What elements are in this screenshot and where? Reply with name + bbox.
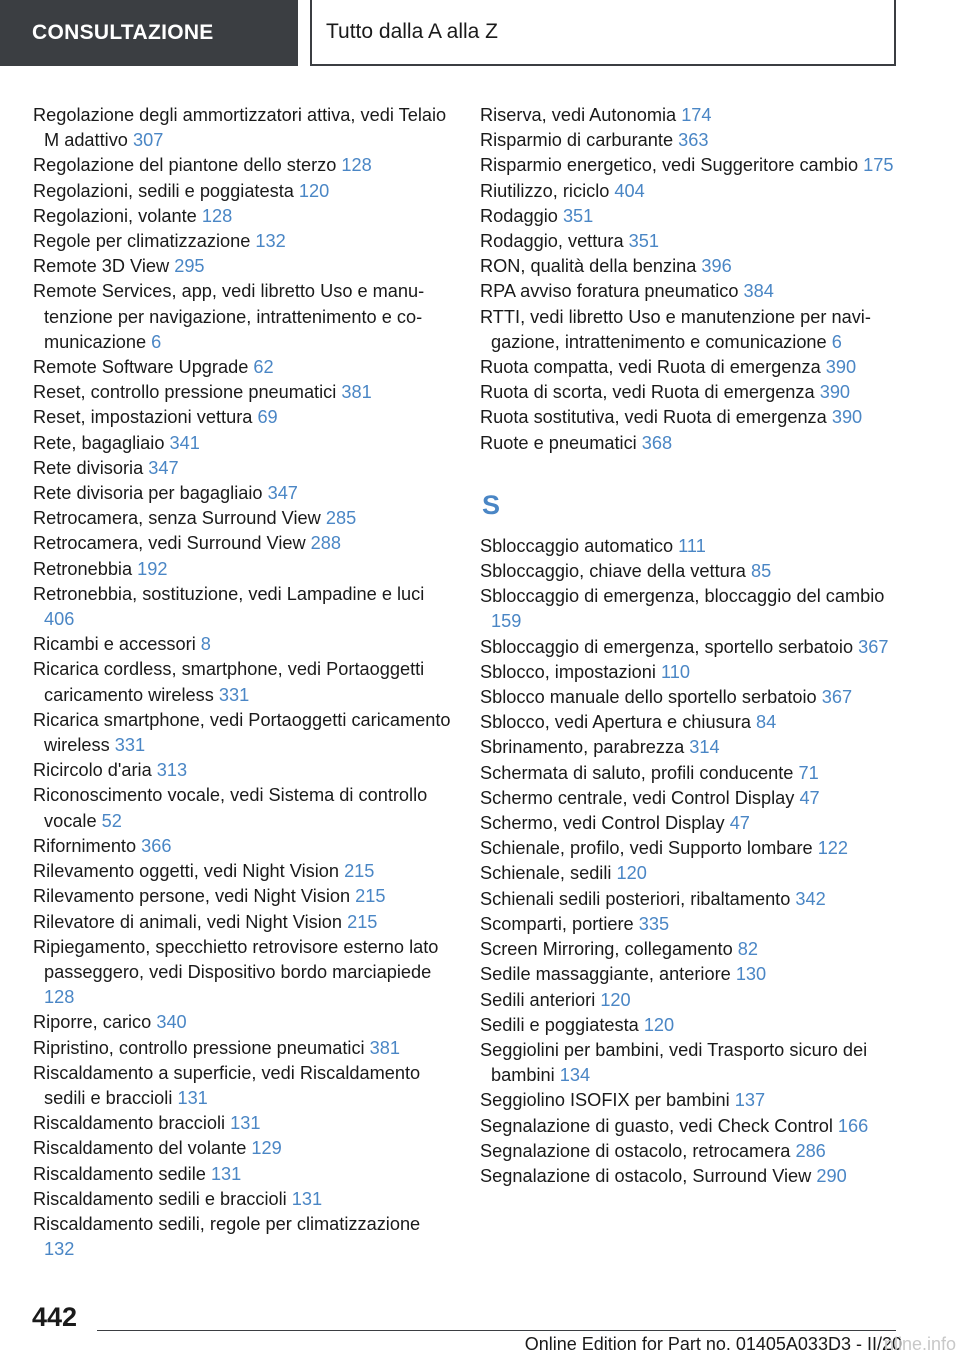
index-entry xyxy=(480,1114,900,1139)
index-term: Sblocco manuale dello sportello serbatoio xyxy=(480,687,817,708)
page-reference-link[interactable]: 159 xyxy=(491,611,522,632)
index-entry xyxy=(480,305,900,355)
index-term: Schermo centrale, vedi Control Display xyxy=(480,787,795,808)
page-reference-link[interactable]: 6 xyxy=(831,331,842,352)
index-term: Ricarica smartphone, vedi Portaoggetti caricamento wireless xyxy=(33,709,451,756)
index-entry xyxy=(480,1088,900,1113)
section-tab xyxy=(0,0,298,66)
page-reference-link[interactable]: 47 xyxy=(729,813,750,834)
page-reference-link[interactable]: 313 xyxy=(156,760,188,781)
page-reference-link[interactable]: 331 xyxy=(114,735,146,756)
index-entry xyxy=(33,582,451,632)
index-term: RPA avviso foratura pneumatico xyxy=(480,281,739,302)
page-reference-link[interactable]: 366 xyxy=(141,835,172,856)
index-term: Reset, controllo pressione pneumatici xyxy=(33,382,337,403)
page-reference-link[interactable]: 314 xyxy=(689,737,720,758)
page-reference-link[interactable]: 84 xyxy=(756,712,777,733)
index-term: Rilevamento persone, vedi Night Vision xyxy=(33,886,351,907)
index-term: Ruota sostitutiva, vedi Ruota di emergenza xyxy=(480,407,827,428)
index-entry xyxy=(33,1162,451,1187)
index-term: Regolazione del piantone dello sterzo xyxy=(33,155,337,176)
index-entry xyxy=(33,103,451,153)
index-term: Risparmio energetico, vedi Suggeritore cambio xyxy=(480,155,859,176)
page-reference-link[interactable]: 129 xyxy=(251,1138,282,1159)
footer-rule xyxy=(97,1330,896,1331)
index-term: Seggiolini per bambini, vedi Trasporto sicuro dei bambini xyxy=(480,1039,868,1086)
index-entry xyxy=(33,1036,451,1061)
index-entry xyxy=(33,355,451,380)
index-term: RTTI, vedi libretto Uso e manutenzione per navigazione, intrattenimento e comunicazione xyxy=(480,306,871,352)
index-term: Regolazioni, volante xyxy=(33,205,197,226)
index-entry xyxy=(480,355,900,380)
page-reference-link[interactable]: 71 xyxy=(798,762,819,783)
index-entry xyxy=(33,935,451,1011)
page-reference-link[interactable]: 192 xyxy=(137,558,168,579)
page-reference-link[interactable]: 131 xyxy=(210,1163,242,1184)
index-term: Rilevatore di animali, vedi Night Vision xyxy=(33,911,343,932)
index-entry xyxy=(33,405,451,430)
index-entry xyxy=(480,912,900,937)
index-term: Retrocamera, vedi Surround View xyxy=(33,533,306,554)
page-reference-link[interactable]: 351 xyxy=(628,231,659,252)
page-reference-link[interactable]: 368 xyxy=(641,432,673,453)
index-entry xyxy=(33,456,451,481)
index-term: Ricambi e accessori xyxy=(33,634,196,655)
index-entry xyxy=(33,1212,451,1262)
page-reference-link[interactable]: 122 xyxy=(817,838,849,859)
page-reference-link[interactable]: 340 xyxy=(156,1012,187,1033)
index-entry xyxy=(33,1111,451,1136)
page-reference-link[interactable]: 52 xyxy=(101,810,122,831)
index-entry xyxy=(33,380,451,405)
index-entry xyxy=(33,229,451,254)
page-reference-link[interactable]: 286 xyxy=(795,1140,826,1161)
page-reference-link[interactable]: 111 xyxy=(678,535,706,556)
index-term: Riscaldamento braccioli xyxy=(33,1113,226,1134)
index-entry xyxy=(480,937,900,962)
index-entry xyxy=(480,584,900,634)
index-term: Riserva, vedi Autonomia xyxy=(480,105,677,125)
index-term: Schermata di saluto, profili conducente xyxy=(480,762,794,783)
index-term: Sbloccaggio di emergenza, bloccaggio del cambio xyxy=(480,586,885,607)
index-entry xyxy=(480,254,900,279)
index-entry xyxy=(480,405,900,430)
page-reference-link[interactable]: 367 xyxy=(821,687,853,708)
page-reference-link[interactable]: 134 xyxy=(559,1065,591,1086)
page-reference-link[interactable]: 295 xyxy=(174,256,205,277)
page-reference-link[interactable]: 130 xyxy=(735,964,767,985)
index-entry xyxy=(33,1010,451,1035)
section-spacer xyxy=(480,456,900,479)
index-term: Riscaldamento sedili e braccioli xyxy=(33,1188,287,1209)
index-term: Ripiegamento, specchietto retrovisore esterno lato passeggero, vedi Dispositivo bordo marciapiede xyxy=(33,936,439,982)
index-term: Segnalazione di guasto, vedi Check Control xyxy=(480,1115,833,1136)
page-reference-link[interactable]: 351 xyxy=(562,205,594,226)
index-entry xyxy=(480,1164,900,1189)
page-reference-link[interactable]: 110 xyxy=(660,661,690,682)
index-entry xyxy=(480,204,900,229)
index-term: Schienale, sedili xyxy=(480,863,612,884)
index-term: Rodaggio xyxy=(480,205,558,226)
page-reference-link[interactable]: 166 xyxy=(837,1115,869,1136)
page-reference-link[interactable]: 132 xyxy=(255,231,286,252)
page-reference-link[interactable]: 342 xyxy=(795,888,826,909)
index-term: Ruota di scorta, vedi Ruota di emergenza xyxy=(480,382,815,403)
page-reference-link[interactable]: 132 xyxy=(44,1239,75,1260)
page-reference-link[interactable]: 131 xyxy=(177,1087,208,1108)
index-entry xyxy=(33,859,451,884)
index-group-s xyxy=(480,534,900,1189)
page-reference-link[interactable]: 406 xyxy=(44,609,75,630)
index-column-left xyxy=(33,103,451,1262)
page-reference-link[interactable]: 128 xyxy=(44,987,75,1008)
page-title: Tutto dalla A alla Z xyxy=(326,20,498,43)
index-term: Riscaldamento sedili, regole per climatizzazione xyxy=(33,1213,421,1234)
index-entry xyxy=(33,910,451,935)
index-entry xyxy=(33,481,451,506)
page-reference-link[interactable]: 384 xyxy=(743,281,774,302)
index-term: Reset, impostazioni vettura xyxy=(33,407,253,428)
index-term: Rete divisoria per bagagliaio xyxy=(33,483,263,504)
index-term: Seggiolino ISOFIX per bambini xyxy=(480,1090,730,1111)
index-term: Sbloccaggio, chiave della vettura xyxy=(480,561,746,582)
index-term: Sbrinamento, parabrezza xyxy=(480,737,685,758)
page-reference-link[interactable]: 288 xyxy=(310,533,342,554)
index-entry xyxy=(33,557,451,582)
index-entry xyxy=(33,884,451,909)
index-term: Sedili anteriori xyxy=(480,989,596,1010)
index-entry xyxy=(480,887,900,912)
index-term: Retronebbia, sostituzione, vedi Lampadine e luci xyxy=(33,583,425,604)
index-entry xyxy=(480,103,900,128)
index-term: Regole per climatizzazione xyxy=(33,231,251,252)
page-reference-link[interactable]: 85 xyxy=(750,561,772,582)
index-term: Retronebbia xyxy=(33,558,133,579)
page-reference-link[interactable]: 47 xyxy=(799,787,820,808)
page-reference-link[interactable]: 307 xyxy=(132,130,164,151)
index-entry xyxy=(480,836,900,861)
index-entry xyxy=(480,1139,900,1164)
index-entry xyxy=(480,861,900,886)
index-term: Regolazione degli ammortizzatori attiva, vedi Telaio M adattivo xyxy=(33,105,447,151)
page-reference-link[interactable]: 69 xyxy=(257,407,278,428)
page-reference-link[interactable]: 381 xyxy=(369,1037,400,1058)
index-entry xyxy=(33,1136,451,1161)
page-number: 442 xyxy=(32,1302,78,1332)
index-entry xyxy=(33,758,451,783)
index-entry xyxy=(480,179,900,204)
index-entry xyxy=(480,962,900,987)
index-entry xyxy=(33,179,451,204)
index-term: Ricarica cordless, smartphone, vedi Portaoggetti caricamento wireless xyxy=(33,659,425,705)
index-entry xyxy=(33,632,451,657)
page-reference-link[interactable]: 62 xyxy=(253,357,274,378)
index-entry xyxy=(480,735,900,760)
page-reference-link[interactable]: 331 xyxy=(218,684,250,705)
index-entry xyxy=(33,1187,451,1212)
page-reference-link[interactable]: 120 xyxy=(616,863,647,884)
page-reference-link[interactable]: 390 xyxy=(825,357,857,378)
page-reference-link[interactable]: 6 xyxy=(151,331,162,352)
index-term: Retrocamera, senza Surround View xyxy=(33,508,321,529)
index-term: Ricircolo d'aria xyxy=(33,760,152,781)
index-entry xyxy=(480,431,900,456)
index-entry xyxy=(33,834,451,859)
page-reference-link[interactable]: 215 xyxy=(347,911,378,932)
index-entry xyxy=(480,988,900,1013)
page-reference-link[interactable]: 120 xyxy=(643,1014,675,1035)
index-term: Sedili e poggiatesta xyxy=(480,1014,639,1035)
page-reference-link[interactable]: 396 xyxy=(701,256,732,277)
index-entry xyxy=(480,229,900,254)
index-term: Segnalazione di ostacolo, Surround View xyxy=(480,1165,812,1186)
page-reference-link[interactable]: 335 xyxy=(638,913,670,934)
footer-edition-text: Online Edition for Part no. 01405A033D3 - II/20 xyxy=(524,1334,902,1354)
page-reference-link[interactable]: 404 xyxy=(614,180,645,201)
index-entry xyxy=(480,1013,900,1038)
index-group-r xyxy=(480,103,900,456)
index-term: Ruota compatta, vedi Ruota di emergenza xyxy=(480,357,821,378)
section-label: CONSULTAZIONE xyxy=(32,21,214,44)
page-reference-link[interactable]: 82 xyxy=(737,939,759,960)
page-reference-link[interactable]: 390 xyxy=(819,382,851,403)
page-reference-link[interactable]: 131 xyxy=(291,1188,323,1209)
index-term: Rete divisoria xyxy=(33,457,144,478)
index-term: Riscaldamento del volante xyxy=(33,1138,247,1159)
page-reference-link[interactable]: 137 xyxy=(734,1090,766,1111)
index-term: Remote Software Upgrade xyxy=(33,357,249,378)
page-reference-link[interactable]: 290 xyxy=(816,1165,847,1186)
index-entry xyxy=(33,254,451,279)
index-entry xyxy=(480,153,900,178)
index-term: Ripristino, controllo pressione pneumatici xyxy=(33,1037,365,1058)
index-term: Schienale, profilo, vedi Supporto lombare xyxy=(480,838,813,859)
index-term: Rifornimento xyxy=(33,835,137,856)
index-term: Remote Services, app, vedi libretto Uso e manutenzione per navigazione, intrattenimento e comunicazione xyxy=(33,281,425,352)
page-reference-link[interactable]: 8 xyxy=(200,634,211,655)
index-term: Sbloccaggio automatico xyxy=(480,535,674,556)
page-reference-link[interactable]: 120 xyxy=(600,989,631,1010)
index-entry xyxy=(33,506,451,531)
index-entry xyxy=(480,685,900,710)
index-column-right xyxy=(480,103,900,1189)
page-reference-link[interactable]: 215 xyxy=(344,861,375,882)
index-entry xyxy=(33,708,451,758)
watermark-text: nline.info xyxy=(883,1334,956,1354)
page-reference-link[interactable]: 367 xyxy=(858,636,889,657)
index-term: Schienali sedili posteriori, ribaltamento xyxy=(480,888,791,909)
page-reference-link[interactable]: 215 xyxy=(355,886,386,907)
index-entry xyxy=(480,811,900,836)
index-term: Segnalazione di ostacolo, retrocamera xyxy=(480,1140,791,1161)
index-term: Sblocco, impostazioni xyxy=(480,661,656,682)
page-reference-link[interactable]: 120 xyxy=(298,180,330,201)
page-reference-link[interactable]: 381 xyxy=(341,382,372,403)
header-title-box xyxy=(310,0,896,66)
index-entry xyxy=(33,1061,451,1111)
index-term: Riporre, carico xyxy=(33,1012,152,1033)
index-entry xyxy=(33,531,451,556)
index-entry xyxy=(33,783,451,833)
index-entry xyxy=(480,380,900,405)
index-term: Riscaldamento sedile xyxy=(33,1163,206,1184)
index-term: Rodaggio, vettura xyxy=(480,231,624,252)
index-term: Risparmio di carburante xyxy=(480,130,674,151)
index-entry xyxy=(33,657,451,707)
index-term: Sblocco, vedi Apertura e chiusura xyxy=(480,712,751,733)
page-reference-link[interactable]: 341 xyxy=(169,432,200,453)
page-reference-link[interactable]: 174 xyxy=(681,105,712,125)
page-reference-link[interactable]: 131 xyxy=(230,1113,261,1134)
index-entry xyxy=(480,635,900,660)
index-entry xyxy=(33,431,451,456)
index-entry xyxy=(480,559,900,584)
index-term: Remote 3D View xyxy=(33,256,170,277)
index-term: Ruote e pneumatici xyxy=(480,432,637,453)
page-reference-link[interactable]: 347 xyxy=(148,457,179,478)
index-term: Riutilizzo, riciclo xyxy=(480,180,610,201)
index-term: Sedile massaggiante, anteriore xyxy=(480,964,731,985)
index-entry xyxy=(33,204,451,229)
index-entry xyxy=(33,153,451,178)
page-reference-link[interactable]: 390 xyxy=(831,407,863,428)
index-term: Sbloccaggio di emergenza, sportello serbatoio xyxy=(480,636,854,657)
page-reference-link[interactable]: 285 xyxy=(325,508,357,529)
page-reference-link[interactable]: 128 xyxy=(201,205,233,226)
index-term: Riscaldamento a superficie, vedi Riscaldamento sedili e braccioli xyxy=(33,1062,421,1108)
page-reference-link[interactable]: 363 xyxy=(678,130,709,151)
page-reference-link[interactable]: 128 xyxy=(341,155,372,176)
index-entry xyxy=(480,786,900,811)
page-reference-link[interactable]: 175 xyxy=(863,155,894,176)
index-entry xyxy=(480,710,900,735)
page-header xyxy=(0,0,960,66)
index-entry xyxy=(480,1038,900,1088)
index-entry xyxy=(33,279,451,355)
index-term: Schermo, vedi Control Display xyxy=(480,813,725,834)
index-term: Screen Mirroring, collegamento xyxy=(480,939,733,960)
index-term: Rilevamento oggetti, vedi Night Vision xyxy=(33,861,339,882)
index-entry xyxy=(480,279,900,304)
index-entry xyxy=(480,761,900,786)
index-entry xyxy=(480,128,900,153)
index-term: RON, qualità della benzina xyxy=(480,256,697,277)
section-letter-heading: S xyxy=(482,489,501,520)
page-reference-link[interactable]: 347 xyxy=(267,483,298,504)
index-term: Scomparti, portiere xyxy=(480,913,634,934)
index-term: Rete, bagagliaio xyxy=(33,432,165,453)
index-term: Regolazioni, sedili e poggiatesta xyxy=(33,180,294,201)
index-term: Riconoscimento vocale, vedi Sistema di controllo vocale xyxy=(33,785,428,831)
index-entry xyxy=(480,660,900,685)
index-entry xyxy=(480,534,900,559)
